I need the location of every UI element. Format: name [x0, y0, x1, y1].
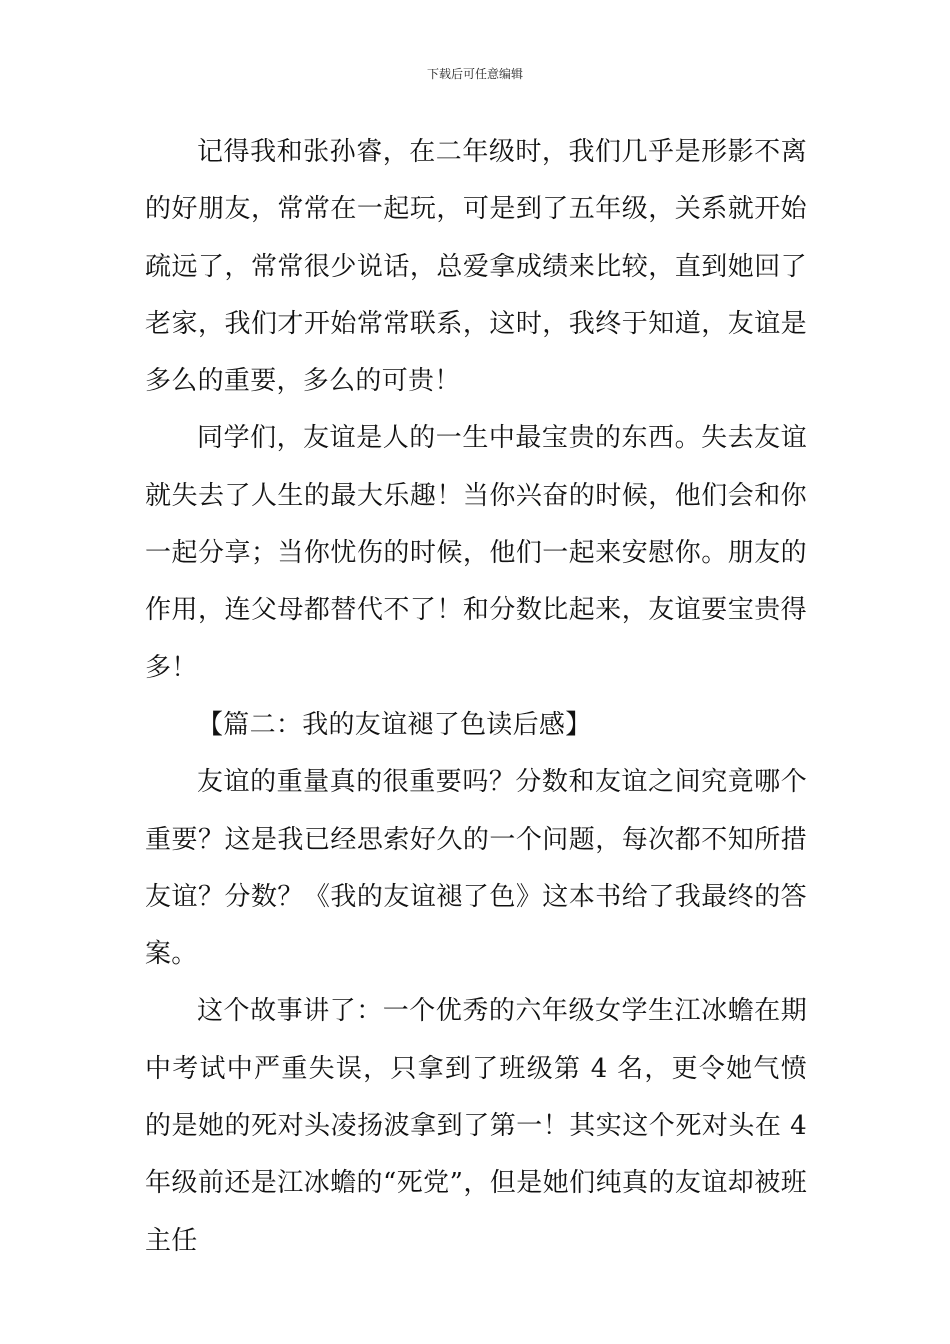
document-body [145, 124, 807, 1270]
section-heading: 【篇二：我的友谊褪了色读后感】 [197, 709, 592, 740]
paragraph-book-question: 友谊的重量真的很重要吗？分数和友谊之间究竟哪个重要？这是我已经思索好久的一个问题，每次都不知所措友谊？分数？《我的友谊褪了色》这本书给了我最终的答案。 [145, 767, 807, 970]
paragraph-story-summary: 这个故事讲了：一个优秀的六年级女学生江冰蟾在期中考试中严重失误，只拿到了班级第 4 名，更令她气愤的是她的死对头凌扬波拿到了第一！其实这个死对头在 4 年级前还是江冰蟾的“死党”，但是她们纯真的友谊却被班主任 [145, 996, 807, 1256]
paragraph-friendship-memory: 记得我和张孙睿，在二年级时，我们几乎是形影不离的好朋友，常常在一起玩，可是到了五年级，关系就开始疏远了，常常很少说话，总爱拿成绩来比较，直到她回了老家，我们才开始常常联系，这时，我终于知道，友谊是多么的重要，多么的可贵！ [145, 137, 807, 397]
paragraph-friendship-value: 同学们，友谊是人的一生中最宝贵的东西。失去友谊就失去了人生的最大乐趣！当你兴奋的时候，他们会和你一起分享；当你忧伤的时候，他们一起来安慰你。朋友的作用，连父母都替代不了！和分数比起来，友谊要宝贵得多！ [145, 423, 807, 683]
page-header-note: 下载后可任意编辑 [426, 67, 523, 81]
